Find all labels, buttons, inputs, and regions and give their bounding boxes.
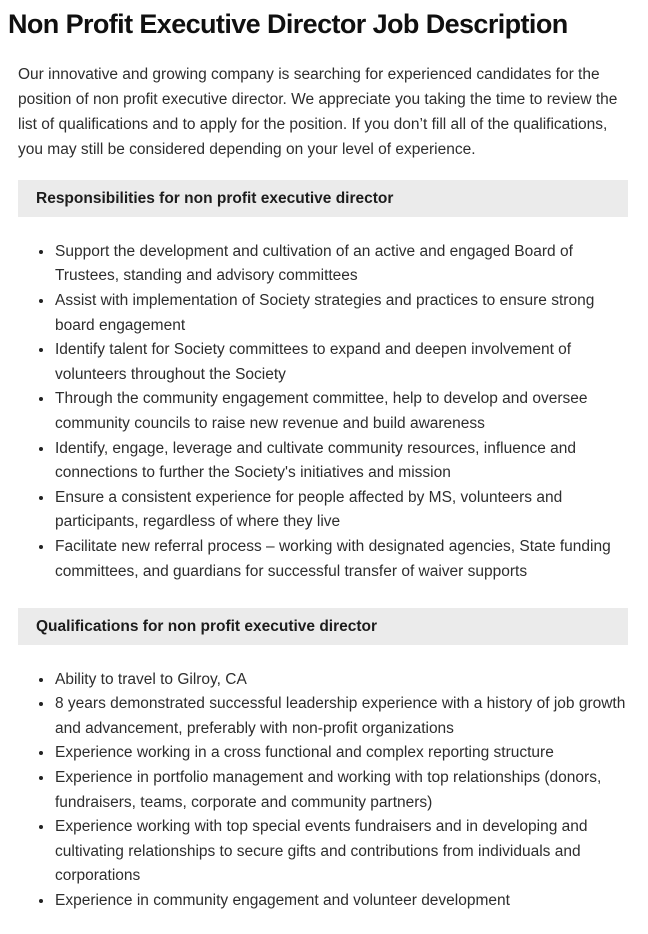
- list-item: • 8 years demonstrated successful leadership experience with a history of job growth and advancement, preferably with non-profit organizations: [54, 692, 628, 741]
- list-item: • Facilitate new referral process – working with designated agencies, State funding committees, and guardians for successful transfer of waiver supports: [54, 535, 628, 584]
- list-item: • Experience working in a cross functional and complex reporting structure: [54, 741, 628, 766]
- list-item: • Ability to travel to Gilroy, CA: [54, 668, 628, 693]
- list-item: • Assist with implementation of Society strategies and practices to ensure strong board engagement: [54, 289, 628, 338]
- responsibilities-section: [18, 180, 628, 584]
- qualifications-header: Qualifications for non profit executive director: [18, 608, 628, 645]
- list-item: • Ensure a consistent experience for people affected by MS, volunteers and participants, regardless of where they live: [54, 486, 628, 535]
- list-item: • Identify talent for Society committees to expand and deepen involvement of volunteers throughout the Society: [54, 338, 628, 387]
- responsibilities-header: Responsibilities for non profit executive director: [18, 180, 628, 217]
- list-item: • Experience working with top special events fundraisers and in developing and cultivating relationships to secure gifts and contributions from individuals and corporations: [54, 815, 628, 889]
- intro-paragraph: Our innovative and growing company is searching for experienced candidates for the position of non profit executive director. We appreciate you taking the time to review the list of qualifications and to apply for the position. If you don’t fill all of the qualifications, you may still be considered depending on your level of experience.: [18, 66, 618, 159]
- page-title: Non Profit Executive Director Job Description: [8, 9, 568, 39]
- qualifications-section: [18, 608, 628, 913]
- list-item: • Identify, engage, leverage and cultivate community resources, influence and connections to further the Society's initiatives and mission: [54, 437, 628, 486]
- list-item: • Experience in portfolio management and working with top relationships (donors, fundraisers, teams, corporate and community partners): [54, 766, 628, 815]
- list-item: • Experience in community engagement and volunteer development: [54, 889, 628, 914]
- list-item: • Through the community engagement committee, help to develop and oversee community councils to raise new revenue and build awareness: [54, 387, 628, 436]
- responsibilities-list: [18, 240, 628, 584]
- qualifications-list: [18, 668, 628, 914]
- list-item: • Support the development and cultivation of an active and engaged Board of Trustees, standing and advisory committees: [54, 240, 628, 289]
